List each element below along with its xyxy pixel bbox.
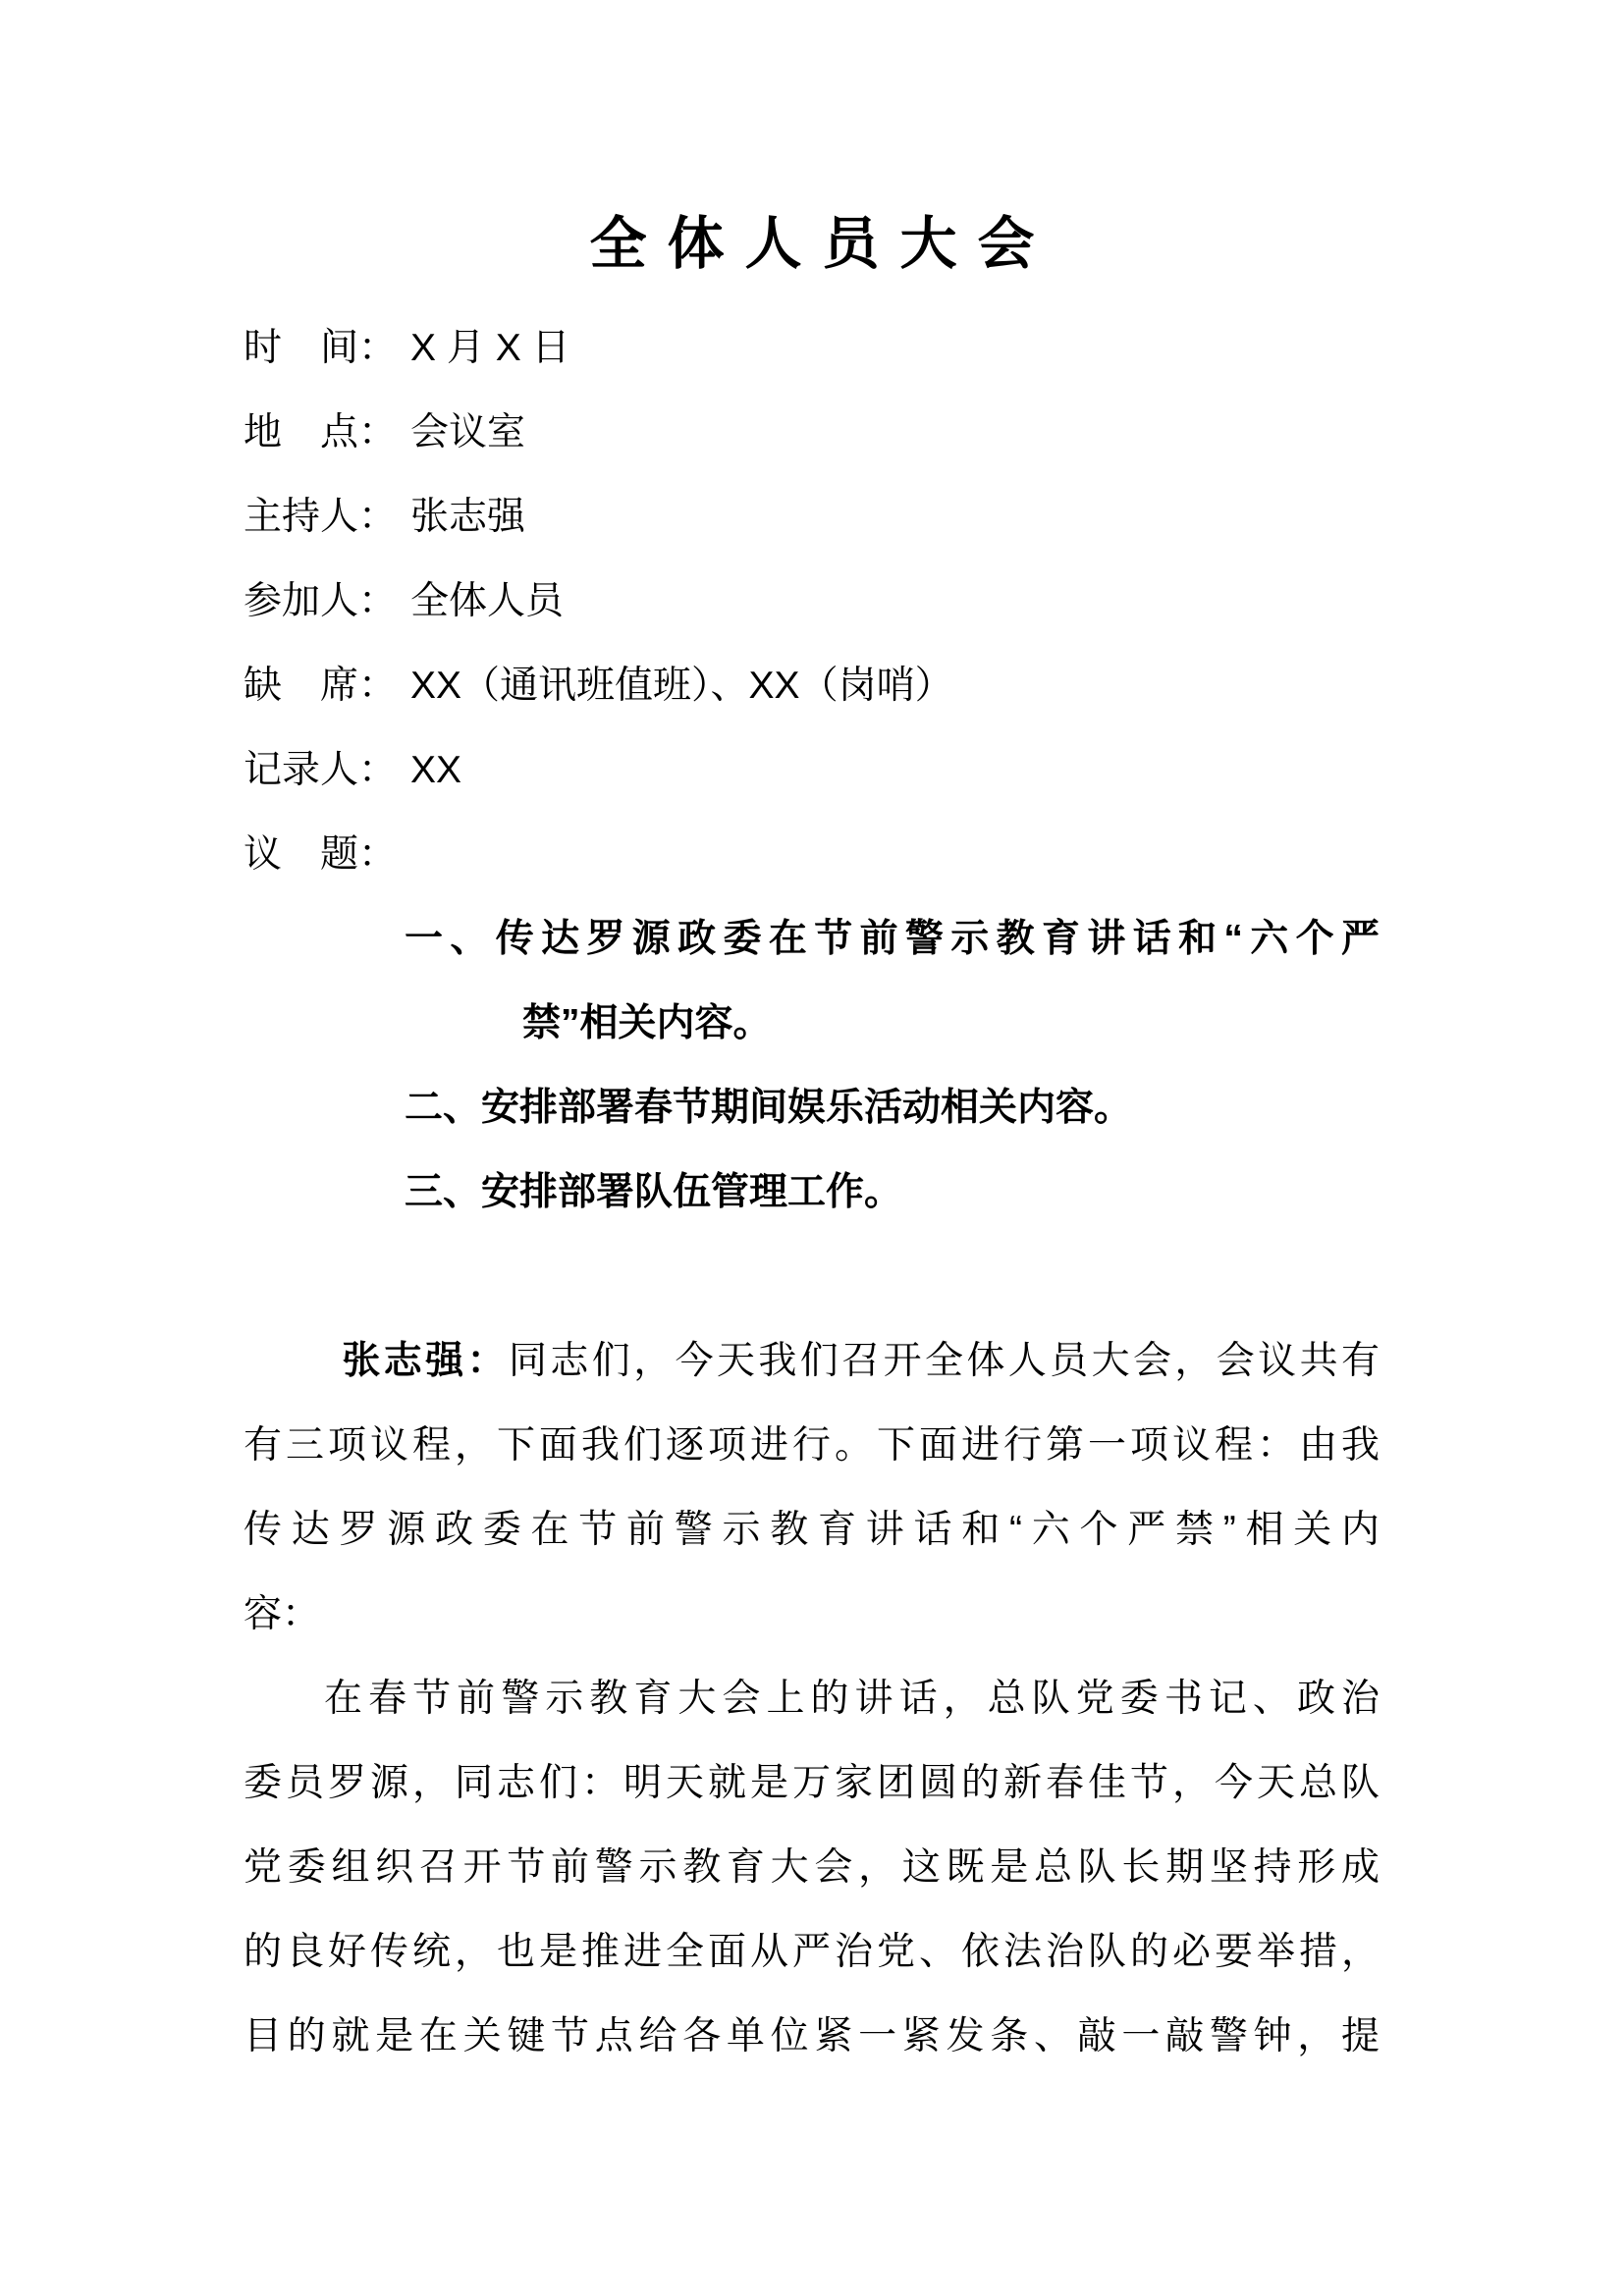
document-title: 全体人员大会 xyxy=(589,212,1056,276)
paragraph-2-line-4: 的良好传统，也是推进全面从严治党、依法治队的必要举措， xyxy=(244,1931,1380,1973)
agenda-item-1-line-1: 一、传达罗源政委在节前警示教育讲话和“六个严 xyxy=(405,918,1380,960)
paragraph-text: 在春节前警示教育大会上的讲话，总队党委书记、政治 xyxy=(318,1678,1380,1720)
agenda-item-2: 二、安排部署春节期间娱乐活动相关内容。 xyxy=(405,1087,1133,1129)
speaker-name: 张志强： xyxy=(339,1340,509,1382)
info-line-host xyxy=(244,475,1380,560)
info-value: XX（通讯班值班）、XX（岗哨） xyxy=(410,665,953,707)
info-colon: ： xyxy=(358,665,398,707)
info-value: X 月 X 日 xyxy=(410,327,570,369)
info-line-absent xyxy=(244,644,1380,728)
info-line-topics xyxy=(244,813,1380,897)
info-colon: ： xyxy=(358,833,398,876)
info-colon: ： xyxy=(358,749,398,791)
info-label: 议 题 xyxy=(244,833,359,876)
blank-line xyxy=(244,1235,1380,1319)
info-label: 主持人 xyxy=(244,496,359,538)
info-value: 会议室 xyxy=(410,411,526,454)
info-value: 张志强 xyxy=(410,496,526,538)
info-line-recorder xyxy=(244,728,1380,813)
paragraph-1-line-4: 容： xyxy=(244,1593,321,1635)
paragraph-1-line-1 xyxy=(244,1319,1380,1404)
paragraph-text: 同志们，今天我们召开全体人员大会，会议共有 xyxy=(509,1340,1380,1382)
info-colon: ： xyxy=(358,496,398,538)
info-line-participants xyxy=(244,560,1380,644)
info-label: 地 点 xyxy=(244,411,359,454)
info-label: 缺 席 xyxy=(244,665,359,707)
info-colon: ： xyxy=(358,327,398,369)
agenda-item-1-line-2: 禁”相关内容。 xyxy=(522,1002,772,1044)
info-label: 参加人 xyxy=(244,580,359,622)
paragraph-2-line-5: 目的就是在关键节点给各单位紧一紧发条、敲一敲警钟，提 xyxy=(244,2015,1380,2057)
info-colon: ： xyxy=(358,580,398,622)
info-value: XX xyxy=(410,749,462,791)
document-body xyxy=(244,306,1380,2079)
info-value: 全体人员 xyxy=(410,580,565,622)
paragraph-1-line-2: 有三项议程，下面我们逐项进行。下面进行第一项议程：由我 xyxy=(244,1424,1380,1467)
info-line-time xyxy=(244,306,1380,391)
paragraph-2-line-3: 党委组织召开节前警示教育大会，这既是总队长期坚持形成 xyxy=(244,1846,1380,1889)
info-colon: ： xyxy=(358,411,398,454)
info-line-place xyxy=(244,391,1380,475)
agenda-item-3: 三、安排部署队伍管理工作。 xyxy=(405,1171,903,1213)
paragraph-2-line-1 xyxy=(244,1657,1380,1741)
paragraph-1-line-3: 传达罗源政委在节前警示教育讲话和“六个严禁”相关内 xyxy=(244,1509,1380,1551)
info-label: 时 间 xyxy=(244,327,359,369)
info-label: 记录人 xyxy=(244,749,359,791)
paragraph-2-line-2: 委员罗源，同志们：明天就是万家团圆的新春佳节，今天总队 xyxy=(244,1762,1380,1804)
